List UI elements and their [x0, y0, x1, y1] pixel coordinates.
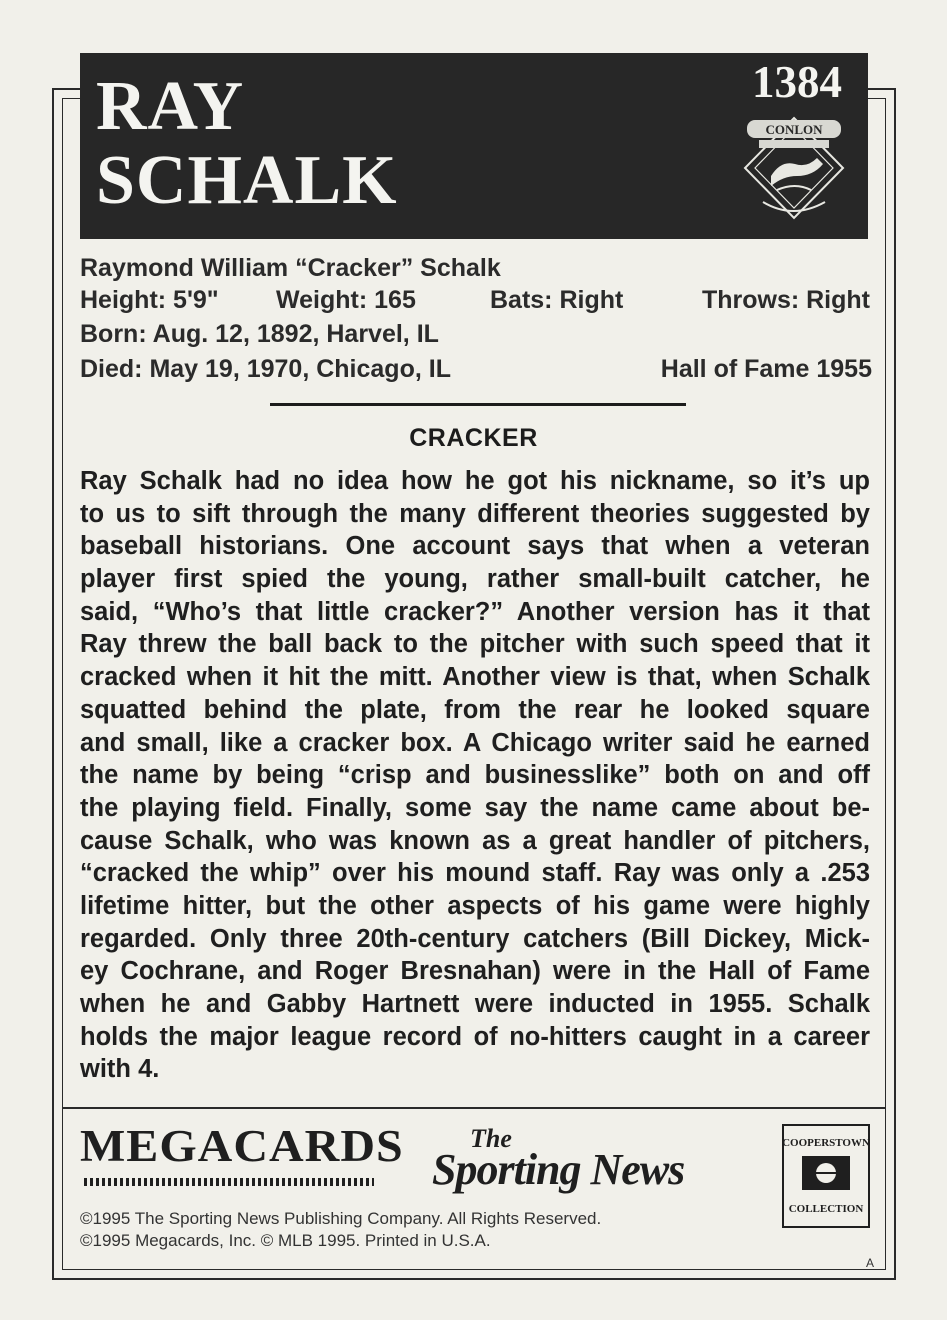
story-line: cracked when it hit the mitt. Another view is that, when Schalk	[80, 663, 870, 692]
story-line: Ray threw the ball back to the pitcher with such speed that it	[80, 630, 870, 659]
megacards-logo-text: MEGACARDS	[80, 1120, 404, 1172]
player-first-name: RAY	[96, 68, 245, 145]
bats-value: Bats: Right	[490, 286, 624, 314]
card-number: 1384	[752, 57, 842, 107]
story-line: squatted behind the plate, from the rear he looked square	[80, 695, 870, 724]
player-full-name: Raymond William “Cracker” Schalk	[80, 254, 501, 282]
story-line: the playing field. Finally, some say the name came about be-	[80, 793, 870, 822]
story-line: player first spied the young, rather small-built catcher, he	[80, 565, 870, 594]
died-value: Died: May 19, 1970, Chicago, IL	[80, 355, 451, 383]
megacards-logo-underline	[84, 1178, 374, 1186]
cooperstown-logo-top-text: COOPERSTOWN	[782, 1137, 870, 1149]
print-code: A	[866, 1256, 875, 1270]
story-line: the name by being “crisp and businesslike” both on and off	[80, 761, 870, 790]
story-line: regarded. Only three 20th-century catchers (Bill Dickey, Mick-	[80, 924, 870, 953]
story-line: Ray Schalk had no idea how he got his nickname, so it’s up	[80, 467, 870, 495]
story-line: said, “Who’s that little cracker?” Another version has it that	[80, 597, 870, 626]
story-line: baseball historians. One account says that when a veteran	[80, 532, 870, 561]
weight-value: Weight: 165	[276, 286, 416, 314]
story-line: “cracked the whip” over his mound staff. Ray was only a .253	[80, 859, 870, 888]
story-line: cause Schalk, who was known as a great handler of pitchers,	[80, 826, 870, 855]
story-title: CRACKER	[409, 424, 538, 452]
height-value: Height: 5'9"	[80, 286, 219, 314]
cooperstown-logo-bottom-text: COLLECTION	[788, 1203, 864, 1215]
section-divider	[270, 403, 686, 406]
story-line: and small, like a cracker box. A Chicago writer said he earned	[80, 728, 870, 757]
story-line: lifetime hitter, but the other aspects of his game were highly	[80, 891, 870, 920]
born-value: Born: Aug. 12, 1892, Harvel, IL	[80, 320, 439, 348]
player-last-name: SCHALK	[96, 142, 398, 219]
story-line: holds the major league record of no-hitters caught in a career	[80, 1022, 870, 1051]
megacards-logo	[80, 1120, 404, 1192]
hall-of-fame-value: Hall of Fame 1955	[660, 355, 872, 383]
story-line: to us to sift through the many different theories suggested by	[80, 499, 870, 528]
cooperstown-collection-logo-icon	[780, 1122, 872, 1230]
story-line: ey Cochrane, and Roger Bresnahan) were in the Hall of Fame	[80, 957, 870, 986]
copyright-line-2: ©1995 Megacards, Inc. © MLB 1995. Printed in U.S.A.	[80, 1231, 491, 1250]
throws-value: Throws: Right	[701, 286, 870, 314]
footer-divider	[62, 1107, 886, 1109]
conlon-collection-logo-icon	[733, 106, 855, 228]
copyright-line-1: ©1995 The Sporting News Publishing Company. All Rights Reserved.	[80, 1209, 602, 1228]
story-body	[80, 465, 870, 1086]
sporting-news-logo-the: The	[470, 1124, 512, 1153]
story-line: when he and Gabby Hartnett were inducted in 1955. Schalk	[80, 990, 870, 1018]
conlon-logo-text: CONLON	[765, 122, 823, 137]
sporting-news-logo: Sporting News	[432, 1145, 685, 1194]
story-line: with 4.	[80, 1055, 160, 1084]
